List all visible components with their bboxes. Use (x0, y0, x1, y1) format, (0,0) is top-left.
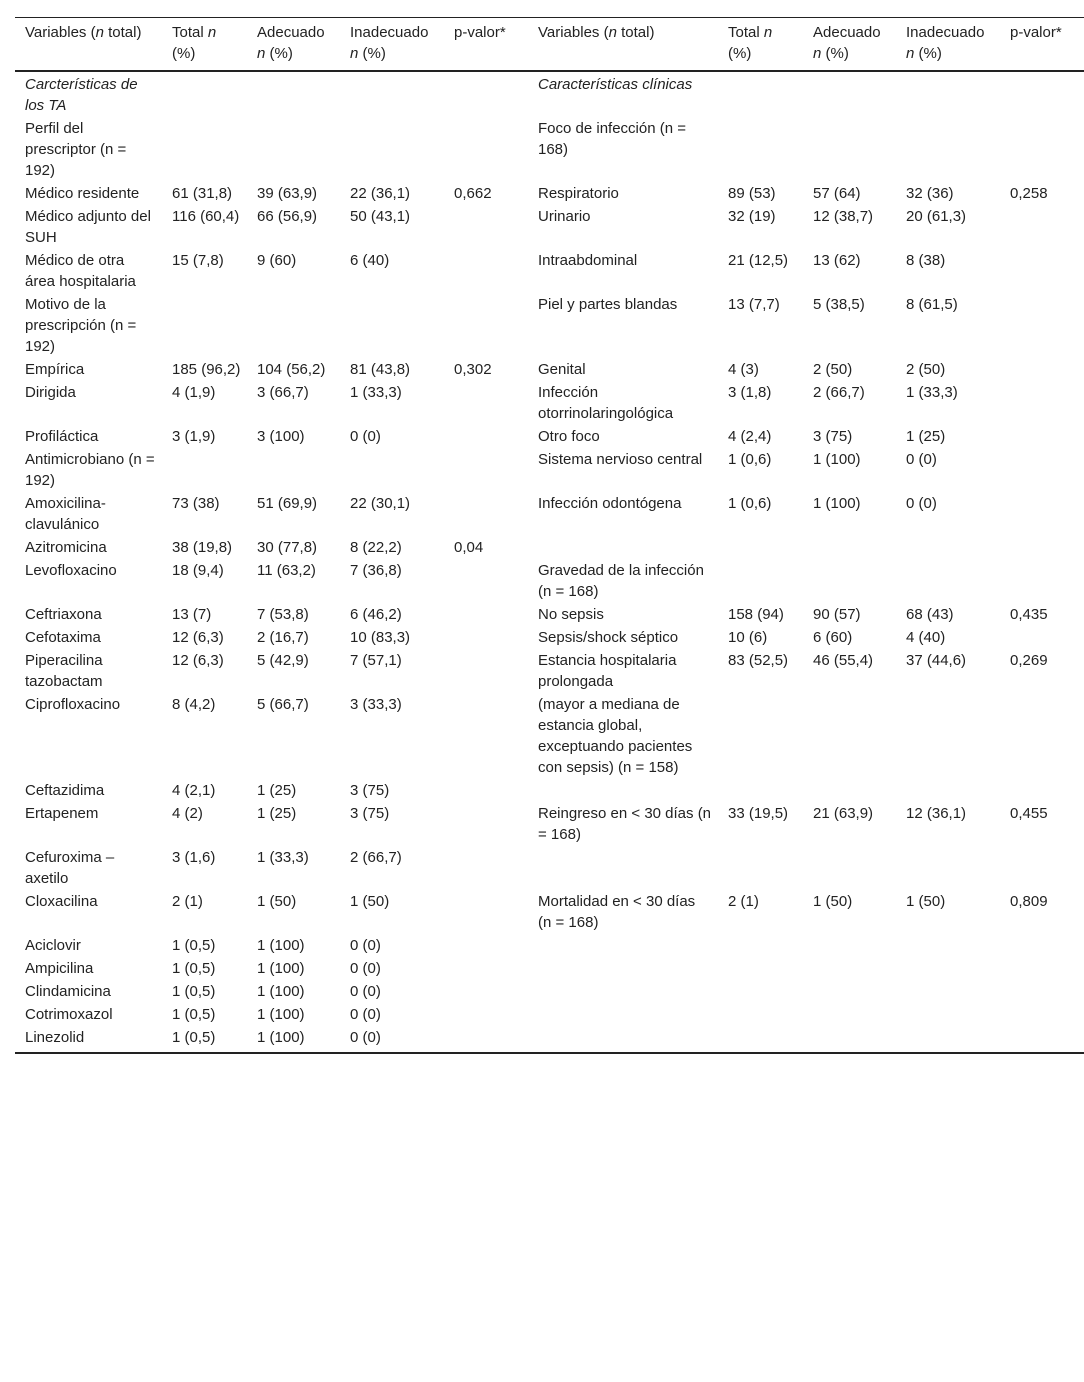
table-cell: 116 (60,4) (172, 208, 240, 225)
table-cell: Urinario (538, 208, 591, 225)
table-cell (896, 780, 1000, 803)
table-cell: 1 (0,6) (728, 495, 772, 512)
table-cell: Médico adjunto del SUH (25, 208, 151, 246)
table-cell (803, 958, 896, 981)
table-cell (1000, 537, 1084, 560)
table-cell: Dirigida (25, 384, 76, 401)
table-cell: Cloxacilina (25, 893, 98, 910)
header-cell-left-adecuado: Adecuado n (%) (247, 18, 340, 72)
table-cell (1000, 493, 1084, 537)
header-cell-right-inadecuado: Inadecuado n (%) (896, 18, 1000, 72)
table-cell: 1 (50) (350, 893, 390, 910)
table-row (15, 560, 1084, 604)
table-cell: 5 (38,5) (813, 296, 865, 313)
table-cell: 0,269 (1010, 652, 1048, 669)
table-cell: 0,04 (454, 539, 484, 556)
table-row (15, 627, 1084, 650)
table-cell (162, 118, 247, 183)
table-cell: 5 (42,9) (257, 652, 309, 669)
table-cell: 1 (33,3) (906, 384, 958, 401)
table-cell: 3 (1,6) (172, 849, 216, 866)
table-cell: Amoxicilina-clavulánico (25, 495, 106, 533)
table-cell: Médico residente (25, 185, 140, 202)
table-cell: 10 (6) (728, 629, 768, 646)
table-row (15, 250, 1084, 294)
table-cell: 9 (60) (257, 252, 297, 269)
table-cell: 3 (75) (350, 782, 390, 799)
table-cell: 0 (0) (350, 428, 381, 445)
table-cell: Ceftriaxona (25, 606, 102, 623)
table-row (15, 537, 1084, 560)
table-cell: 1 (33,3) (257, 849, 309, 866)
table-cell (803, 560, 896, 604)
header-cell-right-pvalor: p-valor* (1000, 18, 1084, 72)
table-cell: Carcterísticas de los TA (25, 76, 138, 114)
table-row (15, 780, 1084, 803)
table-cell (444, 604, 528, 627)
table-row (15, 650, 1084, 694)
table-cell (528, 1027, 718, 1053)
table-cell: 1 (50) (257, 893, 297, 910)
table-cell (247, 118, 340, 183)
table-cell: 12 (36,1) (906, 805, 967, 822)
table-cell (444, 780, 528, 803)
table-cell: 3 (75) (813, 428, 853, 445)
table-cell (1000, 71, 1084, 118)
table-cell: 6 (40) (350, 252, 390, 269)
table-cell: 4 (40) (906, 629, 946, 646)
table-row (15, 294, 1084, 359)
table-cell: 1 (25) (257, 805, 297, 822)
table-cell (1000, 981, 1084, 1004)
table-cell (444, 935, 528, 958)
table-cell (444, 803, 528, 847)
table-cell: 1 (25) (906, 428, 946, 445)
table-cell: Linezolid (15, 1027, 162, 1053)
table-cell (718, 560, 803, 604)
table-cell (1000, 382, 1084, 426)
table-cell: Profiláctica (25, 428, 99, 445)
table-cell (340, 71, 444, 118)
table-cell: 12 (38,7) (813, 208, 874, 225)
table-cell: 8 (22,2) (350, 539, 402, 556)
table-cell (896, 981, 1000, 1004)
table-cell (1000, 449, 1084, 493)
table-cell (803, 1004, 896, 1027)
table-row (15, 981, 1084, 1004)
table-cell: 73 (38) (172, 495, 220, 512)
table-cell (718, 847, 803, 891)
table-cell (444, 847, 528, 891)
table-cell (1000, 250, 1084, 294)
table-cell (803, 71, 896, 118)
table-cell: 185 (96,2) (172, 361, 241, 378)
table-cell: 1 (100) (257, 1006, 305, 1023)
table-cell: 0,809 (1010, 893, 1048, 910)
table-cell: 33 (19,5) (728, 805, 789, 822)
table-cell: 0 (0) (906, 495, 937, 512)
table-cell (247, 294, 340, 359)
table-cell: 4 (2) (172, 805, 203, 822)
table-cell (803, 780, 896, 803)
table-cell (718, 958, 803, 981)
table-cell (803, 935, 896, 958)
table-cell: No sepsis (538, 606, 604, 623)
table-cell: Clindamicina (25, 983, 111, 1000)
table-row (15, 118, 1084, 183)
table-cell: 1 (50) (813, 893, 853, 910)
table-cell (444, 694, 528, 780)
table-cell (340, 449, 444, 493)
table-cell (896, 118, 1000, 183)
table-cell: 7 (57,1) (350, 652, 402, 669)
table-cell: Cefuroxima – axetilo (25, 849, 115, 887)
table-cell: Otro foco (538, 428, 600, 445)
table-cell: 0 (0) (350, 1006, 381, 1023)
table-cell: 32 (36) (906, 185, 954, 202)
table-cell (718, 1004, 803, 1027)
table-row (15, 891, 1084, 935)
table-cell (1000, 118, 1084, 183)
table-row (15, 803, 1084, 847)
table-cell: 2 (66,7) (350, 849, 402, 866)
table-cell (1000, 1004, 1084, 1027)
table-cell: 0,435 (1010, 606, 1048, 623)
results-table (15, 17, 1084, 1054)
header-row (15, 18, 1084, 72)
table-cell: 3 (1,8) (728, 384, 772, 401)
table-cell: 3 (1,9) (172, 428, 216, 445)
table-cell: 3 (66,7) (257, 384, 309, 401)
table-cell (1000, 359, 1084, 382)
header-cell-left-pvalor: p-valor* (444, 18, 528, 72)
table-cell: Mortalidad en < 30 días (n = 168) (538, 893, 696, 931)
table-cell: 22 (36,1) (350, 185, 411, 202)
table-cell: 5 (66,7) (257, 696, 309, 713)
table-cell (896, 71, 1000, 118)
table-cell (803, 1027, 896, 1053)
table-cell (718, 935, 803, 958)
table-cell: 0 (0) (350, 937, 381, 954)
table-cell: Antimicrobiano (n = 192) (25, 451, 155, 489)
table-cell (718, 1027, 803, 1053)
table-cell: Ertapenem (25, 805, 99, 822)
table-cell: 1 (100) (247, 1027, 340, 1053)
table-cell (444, 426, 528, 449)
table-cell (528, 981, 718, 1004)
table-cell: 0 (0) (350, 960, 381, 977)
table-cell: 61 (31,8) (172, 185, 233, 202)
header-cell-right-adecuado: Adecuado n (%) (803, 18, 896, 72)
table-cell (444, 71, 528, 118)
table-row (15, 382, 1084, 426)
table-row (15, 183, 1084, 206)
table-cell (896, 1027, 1000, 1053)
table-cell (528, 935, 718, 958)
table-cell: Empírica (25, 361, 85, 378)
table-cell: 6 (46,2) (350, 606, 402, 623)
table-cell: 2 (16,7) (257, 629, 309, 646)
table-cell (1000, 294, 1084, 359)
table-cell (1000, 627, 1084, 650)
table-cell (896, 958, 1000, 981)
table-cell: Perfil del prescriptor (n = 192) (25, 120, 127, 179)
table-cell (444, 891, 528, 935)
table-row (15, 958, 1084, 981)
table-cell: 3 (100) (257, 428, 305, 445)
table-cell (803, 981, 896, 1004)
table-cell: Médico de otra área hospitalaria (25, 252, 136, 290)
table-cell: 38 (19,8) (172, 539, 233, 556)
table-cell (896, 847, 1000, 891)
table-cell: 0,455 (1010, 805, 1048, 822)
table-cell (444, 627, 528, 650)
table-cell: 4 (2,1) (172, 782, 216, 799)
table-cell: 0,258 (1010, 185, 1048, 202)
table-cell: 39 (63,9) (257, 185, 318, 202)
table-cell: Aciclovir (25, 937, 81, 954)
table-cell: 11 (63,2) (257, 562, 316, 579)
table-cell: Respiratorio (538, 185, 619, 202)
table-cell: 12 (6,3) (172, 652, 224, 669)
table-cell (444, 1027, 528, 1053)
table-row (15, 426, 1084, 449)
table-cell: 81 (43,8) (350, 361, 411, 378)
table-cell: Azitromicina (25, 539, 107, 556)
table-cell: 3 (33,3) (350, 696, 402, 713)
table-row (15, 71, 1084, 118)
table-cell (803, 694, 896, 780)
table-cell: 1 (0,5) (162, 1027, 247, 1053)
table-cell: 12 (6,3) (172, 629, 224, 646)
table-cell: 13 (7,7) (728, 296, 780, 313)
table-cell: Piperacilina tazobactam (25, 652, 103, 690)
table-cell: 68 (43) (906, 606, 954, 623)
table-cell (162, 294, 247, 359)
table-cell: 18 (9,4) (172, 562, 224, 579)
table-cell: 4 (3) (728, 361, 759, 378)
table-cell: 1 (33,3) (350, 384, 402, 401)
table-cell (803, 118, 896, 183)
table-cell: 2 (50) (813, 361, 853, 378)
table-cell (444, 650, 528, 694)
table-cell: (mayor a mediana de estancia global, exceptuando pacientes con sepsis) (n = 158) (538, 696, 693, 776)
table-cell: Sepsis/shock séptico (538, 629, 679, 646)
table-row (15, 935, 1084, 958)
table-cell: 1 (100) (257, 960, 305, 977)
table-cell: 66 (56,9) (257, 208, 318, 225)
table-cell: 50 (43,1) (350, 208, 411, 225)
table-cell: 89 (53) (728, 185, 776, 202)
table-cell: Sistema nervioso central (538, 451, 703, 468)
table-cell: 0 (0) (350, 983, 381, 1000)
table-cell (896, 694, 1000, 780)
table-cell: Ciprofloxacino (25, 696, 121, 713)
table-cell: 8 (61,5) (906, 296, 958, 313)
table-cell: 8 (38) (906, 252, 946, 269)
header-cell-right-total: Total n (%) (718, 18, 803, 72)
table-cell: 6 (60) (813, 629, 853, 646)
table-cell (1000, 958, 1084, 981)
table-cell: 2 (66,7) (813, 384, 865, 401)
table-cell (247, 449, 340, 493)
header-cell-left-inadecuado: Inadecuado n (%) (340, 18, 444, 72)
table-cell: Genital (538, 361, 586, 378)
table-cell (718, 118, 803, 183)
table-cell: 21 (63,9) (813, 805, 874, 822)
table-cell (528, 537, 718, 560)
table-row (15, 604, 1084, 627)
table-cell: 13 (62) (813, 252, 861, 269)
table-cell: 15 (7,8) (172, 252, 224, 269)
table-cell (1000, 1027, 1084, 1053)
table-cell: Infección otorrinolaringológica (538, 384, 674, 422)
table-cell: 8 (4,2) (172, 696, 216, 713)
table-cell: Gravedad de la infección (n = 168) (538, 562, 704, 600)
table-cell (444, 118, 528, 183)
table-cell (528, 958, 718, 981)
table-cell: 2 (50) (906, 361, 946, 378)
table-cell (444, 981, 528, 1004)
table-cell: 1 (0,5) (172, 960, 216, 977)
table-cell: 83 (52,5) (728, 652, 789, 669)
table-row (15, 493, 1084, 537)
table-row (15, 1027, 1084, 1053)
table-cell: 1 (100) (813, 495, 861, 512)
table-cell (528, 1004, 718, 1027)
table-cell: 2 (1) (172, 893, 203, 910)
table-cell (718, 537, 803, 560)
table-cell: 30 (77,8) (257, 539, 318, 556)
table-cell: 21 (12,5) (728, 252, 789, 269)
table-cell: 3 (75) (350, 805, 390, 822)
table-cell (444, 382, 528, 426)
table-cell: Características clínicas (538, 76, 693, 93)
table-cell: 7 (53,8) (257, 606, 309, 623)
table-cell: 13 (7) (172, 606, 212, 623)
table-cell (1000, 426, 1084, 449)
table-cell: Ampicilina (25, 960, 94, 977)
table-cell: Reingreso en < 30 días (n = 168) (538, 805, 712, 843)
table-cell: 1 (100) (257, 937, 305, 954)
table-cell (162, 71, 247, 118)
table-cell: 57 (64) (813, 185, 861, 202)
table-cell (718, 780, 803, 803)
table-row (15, 449, 1084, 493)
table-cell (528, 847, 718, 891)
table-cell (340, 294, 444, 359)
table-cell: 32 (19) (728, 208, 776, 225)
table-cell (896, 935, 1000, 958)
table-cell: 4 (2,4) (728, 428, 772, 445)
table-cell: 1 (0,5) (172, 983, 216, 1000)
table-cell (896, 1004, 1000, 1027)
table-cell: 4 (1,9) (172, 384, 216, 401)
table-cell (718, 981, 803, 1004)
table-cell: 22 (30,1) (350, 495, 411, 512)
table-cell: 10 (83,3) (350, 629, 411, 646)
table-cell (528, 780, 718, 803)
table-cell: 1 (0,6) (728, 451, 772, 468)
table-cell: Foco de infección (n = 168) (538, 120, 687, 158)
table-cell: 90 (57) (813, 606, 861, 623)
table-cell: 51 (69,9) (257, 495, 318, 512)
table-cell (718, 694, 803, 780)
table-cell: 0 (0) (906, 451, 937, 468)
table-cell (247, 71, 340, 118)
table-cell (444, 206, 528, 250)
table-cell: 0,302 (454, 361, 492, 378)
table-cell (444, 493, 528, 537)
header-cell-left-total: Total n (%) (162, 18, 247, 72)
table-cell: 37 (44,6) (906, 652, 967, 669)
header-cell-left-variables: Variables (n total) (15, 18, 162, 72)
table-cell: 1 (0,5) (172, 937, 216, 954)
table-cell (803, 847, 896, 891)
table-cell (896, 560, 1000, 604)
table-cell: Motivo de la prescripción (n = 192) (25, 296, 137, 355)
table-row (15, 847, 1084, 891)
table-cell (803, 537, 896, 560)
table-cell: 46 (55,4) (813, 652, 874, 669)
table-cell (444, 560, 528, 604)
table-cell (340, 118, 444, 183)
table-cell (444, 250, 528, 294)
table-cell (718, 71, 803, 118)
table-cell (1000, 780, 1084, 803)
table-cell (1000, 935, 1084, 958)
table-cell: 1 (0,5) (172, 1006, 216, 1023)
table-cell: 0 (0) (340, 1027, 444, 1053)
header-cell-right-variables: Variables (n total) (528, 18, 718, 72)
table-cell (896, 537, 1000, 560)
table-cell: 0,662 (454, 185, 492, 202)
table-row (15, 206, 1084, 250)
table-cell: 1 (100) (813, 451, 861, 468)
table-cell: Cotrimoxazol (25, 1006, 113, 1023)
table-row (15, 1004, 1084, 1027)
table-cell: 2 (1) (728, 893, 759, 910)
table-row (15, 694, 1084, 780)
table-cell: Levofloxacino (25, 562, 117, 579)
table-cell: Estancia hospitalaria prolongada (538, 652, 677, 690)
table-cell (1000, 847, 1084, 891)
table-cell: 104 (56,2) (257, 361, 326, 378)
table-cell: 1 (50) (906, 893, 946, 910)
table-row (15, 359, 1084, 382)
table-cell (162, 449, 247, 493)
table-cell: Intraabdominal (538, 252, 638, 269)
table-cell (1000, 560, 1084, 604)
table-cell: 20 (61,3) (906, 208, 967, 225)
table-cell (444, 958, 528, 981)
table-cell: Piel y partes blandas (538, 296, 678, 313)
table-cell: Cefotaxima (25, 629, 101, 646)
table-cell (444, 1004, 528, 1027)
table-cell: Infección odontógena (538, 495, 682, 512)
table-cell: 1 (25) (257, 782, 297, 799)
table-cell (1000, 206, 1084, 250)
table-cell: 158 (94) (728, 606, 784, 623)
table-cell (444, 449, 528, 493)
table-cell: Ceftazidima (25, 782, 105, 799)
table-cell: 1 (100) (257, 983, 305, 1000)
table-cell: 7 (36,8) (350, 562, 402, 579)
table-cell (1000, 694, 1084, 780)
table-cell (444, 294, 528, 359)
